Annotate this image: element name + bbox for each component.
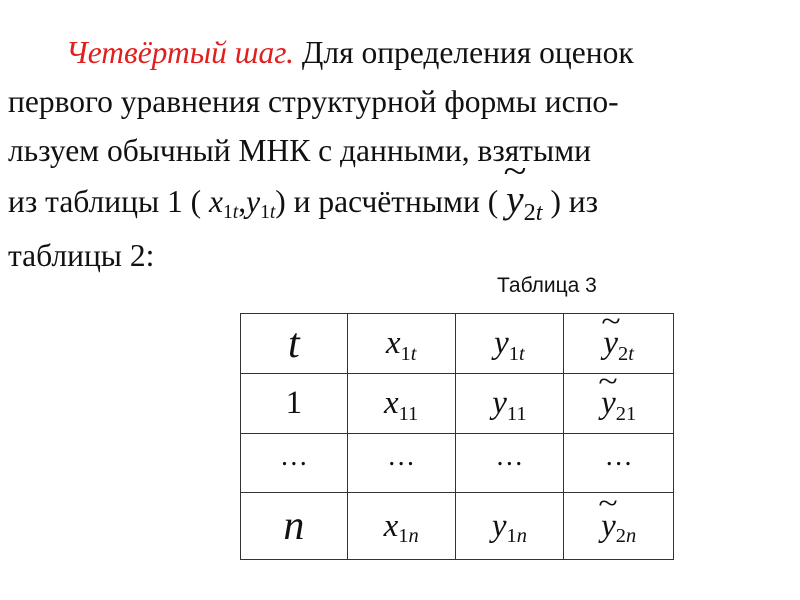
header-y1t: y1t bbox=[455, 314, 564, 374]
cell-t-1: 1 bbox=[241, 374, 348, 434]
cell-y21-tilde: ~ y21 bbox=[564, 374, 674, 434]
cell-ellipsis-3: … bbox=[455, 434, 564, 493]
line1-text: Для определения оценок bbox=[294, 35, 634, 70]
table-row bbox=[241, 434, 674, 493]
cell-y2n-tilde: ~ y2n bbox=[564, 493, 674, 560]
inline-comma: , bbox=[238, 184, 247, 219]
paragraph-line-4 bbox=[8, 175, 792, 231]
cell-y1n: y1n bbox=[455, 493, 564, 560]
inline-x1t: x1t bbox=[209, 184, 239, 224]
step-title: Четвёртый шаг. bbox=[66, 35, 294, 70]
line4-text-a: из таблицы 1 ( bbox=[8, 184, 202, 219]
cell-y11: y11 bbox=[455, 374, 564, 434]
table-row bbox=[241, 374, 674, 434]
table-header-row bbox=[241, 314, 674, 374]
paragraph-line-5: таблицы 2: bbox=[8, 238, 155, 273]
cell-x1n: x1n bbox=[347, 493, 455, 560]
paragraph-line-3: льзуем обычный МНК с данными, взятыми bbox=[8, 133, 591, 168]
table-row bbox=[241, 493, 674, 560]
cell-ellipsis-1: … bbox=[241, 434, 348, 493]
paragraph bbox=[8, 28, 792, 280]
inline-y1t: y1t bbox=[246, 184, 276, 224]
line4-text-b: ) и расчётными ( bbox=[275, 184, 499, 219]
header-y2t-tilde: ~ y2t bbox=[564, 314, 674, 374]
cell-x11: x11 bbox=[347, 374, 455, 434]
header-t: t bbox=[241, 314, 348, 374]
table-caption: Таблица 3 bbox=[497, 274, 597, 297]
inline-y2t-tilde: ~ y2t bbox=[506, 177, 542, 221]
cell-ellipsis-2: … bbox=[347, 434, 455, 493]
line4-text-c: ) из bbox=[550, 184, 599, 219]
cell-t-n: n bbox=[241, 493, 348, 560]
data-table bbox=[240, 313, 674, 560]
paragraph-line-2: первого уравнения структурной формы испо- bbox=[8, 84, 619, 119]
paragraph-line-1 bbox=[8, 28, 792, 77]
cell-ellipsis-4: … bbox=[564, 434, 674, 493]
header-x1t: x1t bbox=[347, 314, 455, 374]
